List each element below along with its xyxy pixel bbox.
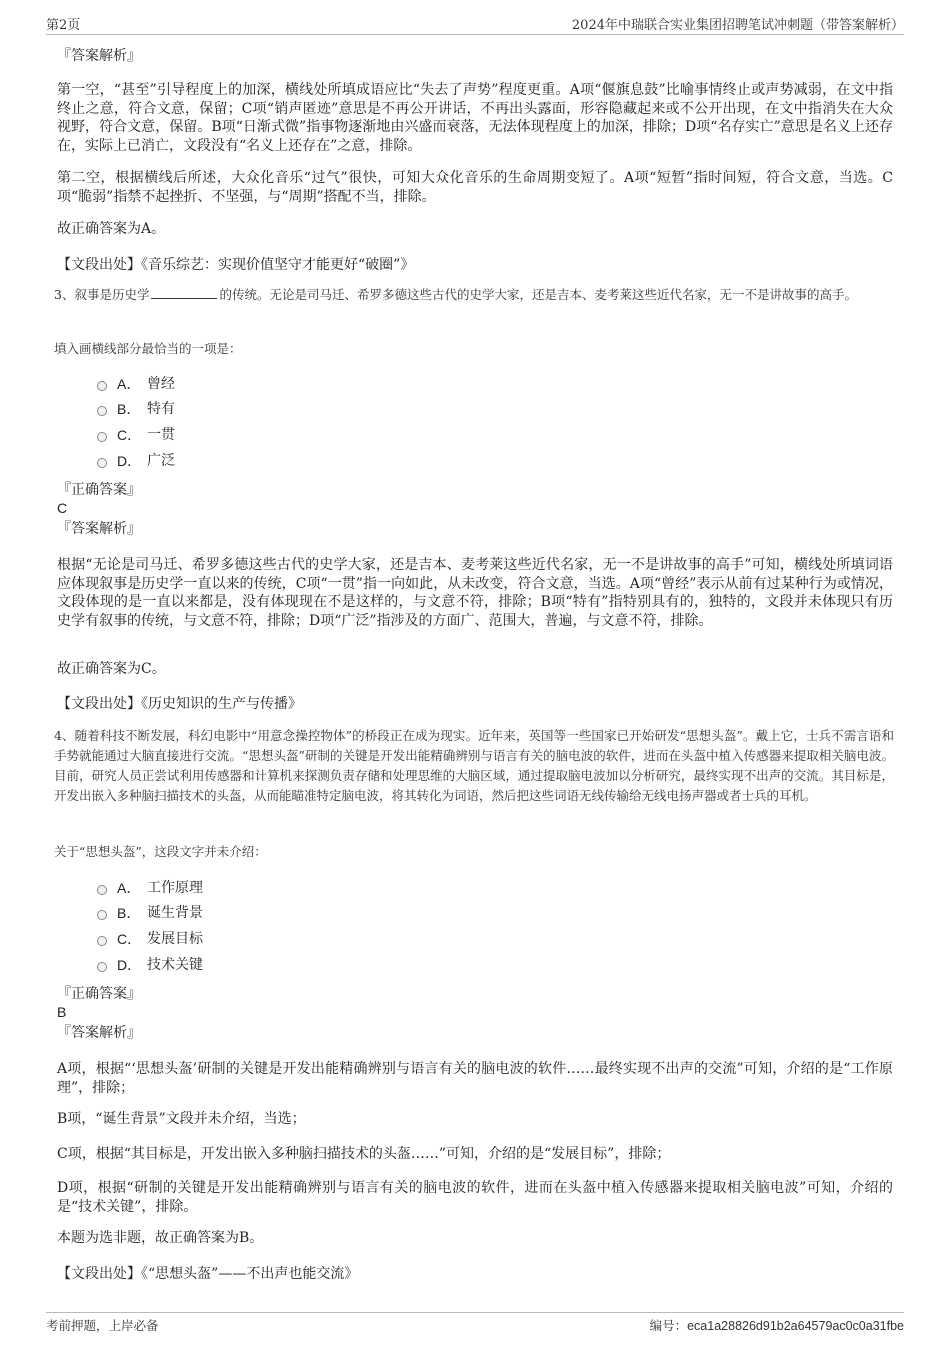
option-letter: C．: [117, 427, 142, 443]
q3-option-d[interactable]: [97, 451, 175, 471]
option-text: 特有: [147, 401, 175, 417]
option-letter: D．: [117, 453, 142, 469]
option-text: 诞生背景: [147, 905, 203, 921]
option-letter: B．: [117, 905, 141, 921]
source: 【文段出处】《“思想头盔”——不出声也能交流》: [57, 1266, 359, 1282]
analysis-label: 『答案解析』: [57, 48, 141, 64]
q3-option-b[interactable]: [97, 399, 175, 419]
radio-icon[interactable]: [97, 962, 107, 972]
radio-icon[interactable]: [97, 458, 107, 468]
source: 【文段出处】《历史知识的生产与传播》: [57, 696, 302, 712]
page-header: [46, 12, 904, 35]
correct-answer: C: [57, 500, 68, 516]
analysis-paragraph-1: 第一空，“甚至”引导程度上的加深，横线处所填成语应比“失去了声势”程度更重。A项“偃旗息鼓”比喻事情终止或声势减弱，在文中指终止之意，符合文意，保留；C项“销声匿迹”意思是不再公开讲话，不再出头露面，形容隐藏起来或不公开出现，在文中指消失在大众视野，符合文意，保留。B项“日渐式微”指事物逐渐地由兴盛而衰落，无法体现程度上的加深，排除；D项“名存实亡”意思是名义上还存在，实际上已消亡，文段没有“名义上还存在”之意，排除。: [57, 82, 893, 154]
analysis-c: C项，根据“其目标是，开发出嵌入多种脑扫描技术的头盔……”可知，介绍的是“发展目标”，排除；: [57, 1146, 671, 1162]
option-letter: B．: [117, 401, 141, 417]
option-letter: C．: [117, 931, 142, 947]
option-text: 曾经: [147, 376, 175, 392]
radio-icon[interactable]: [97, 910, 107, 920]
option-text: 工作原理: [147, 880, 203, 896]
radio-icon[interactable]: [97, 936, 107, 946]
option-text: 广泛: [147, 453, 175, 469]
option-letter: A．: [117, 376, 141, 392]
radio-icon[interactable]: [97, 885, 107, 895]
document-title: 2024年中瑞联合实业集团招聘笔试冲刺题（带答案解析）: [571, 18, 904, 33]
stem-post: 的传统。无论是司马迁、希罗多德这些古代的史学大家，还是吉本、麦考莱这些近代名家，无一不是讲故事的高手。: [219, 287, 857, 302]
option-text: 技术关键: [147, 957, 203, 973]
analysis-label: 『答案解析』: [57, 521, 141, 537]
q4-option-b[interactable]: [97, 903, 203, 923]
page-footer: [46, 1312, 904, 1335]
conclusion: 本题为选非题，故正确答案为B。: [57, 1230, 264, 1246]
option-text: 一贯: [147, 427, 175, 443]
document-code: [650, 1316, 904, 1334]
stem-pre: 3、叙事是历史学: [54, 287, 150, 302]
source: 【文段出处】《音乐综艺：实现价值坚守才能更好“破圈”》: [57, 257, 415, 273]
question-4-stem: 4、随着科技不断发展，科幻电影中“用意念操控物体”的桥段正在成为现实。近年来，英国等一些国家已开始研发“思想头盔”。戴上它，士兵不需言语和手势就能通过大脑直接进行交流。“思想头盔”研制的关键是开发出能精确辨别与语言有关的脑电波的软件，进而在头盔中植入传感器来提取相关脑电波。目前，研究人员正尝试利用传感器和计算机来探测负责存储和处理思维的大脑区域，通过提取脑电波加以分析研究，最终实现不出声的交流。其目标是，开发出嵌入多种脑扫描技术的头盔，从而能瞄准特定脑电波，将其转化为词语，然后把这些词语无线传输给无线电扬声器或者士兵的耳机。: [54, 728, 894, 803]
question-4-prompt: 关于“思想头盔”，这段文字并未介绍：: [54, 844, 267, 859]
blank-line: [151, 286, 217, 299]
q4-option-a[interactable]: [97, 878, 203, 898]
option-letter: D．: [117, 957, 142, 973]
page-number: 第2页: [46, 18, 81, 33]
radio-icon[interactable]: [97, 432, 107, 442]
analysis-a: A项，根据“‘思想头盔’研制的关键是开发出能精确辨别与语言有关的脑电波的软件……最终实现不出声的交流”可知，介绍的是“工作原理”，排除；: [57, 1061, 893, 1096]
option-letter: A．: [117, 880, 141, 896]
option-text: 发展目标: [147, 931, 203, 947]
correct-label: 『正确答案』: [57, 986, 141, 1002]
question-3-prompt: 填入画横线部分最恰当的一项是：: [54, 341, 242, 356]
radio-icon[interactable]: [97, 406, 107, 416]
analysis-label: 『答案解析』: [57, 1025, 141, 1041]
analysis-paragraph-2: 第二空，根据横线后所述，大众化音乐“过气”很快，可知大众化音乐的生命周期变短了。A项“短暂”指时间短，符合文意，当选。C项“脆弱”指禁不起挫折、不坚强，与“周期”搭配不当，排除。: [57, 170, 893, 205]
question-3-stem: [54, 285, 894, 305]
q4-option-c[interactable]: [97, 929, 203, 949]
q3-option-a[interactable]: [97, 374, 175, 394]
analysis-d: D项，根据“研制的关键是开发出能精确辨别与语言有关的脑电波的软件，进而在头盔中植入传感器来提取相关脑电波”可知，介绍的是“技术关键”，排除。: [57, 1180, 893, 1215]
footer-slogan: 考前押题，上岸必备: [46, 1318, 159, 1333]
analysis-paragraph: 根据“无论是司马迁、希罗多德这些古代的史学大家，还是吉本、麦考莱这些近代名家，无一不是讲故事的高手”可知，横线处所填词语应体现叙事是历史学一直以来的传统，C项“一贯”指一向如此，从未改变，符合文意，当选。A项“曾经”表示从前有过某种行为或情况，文段体现的是一直以来都是，没有体现现在不是这样的，与文意不符，排除；B项“特有”指特别具有的，独特的，文段并未体现只有历史学有叙事的传统，与文意不符，排除；D项“广泛”指涉及的方面广、范围大，普遍，与文意不符，排除。: [57, 557, 893, 629]
conclusion: 故正确答案为A。: [57, 221, 166, 237]
correct-label: 『正确答案』: [57, 482, 141, 498]
code-value: eca1a28826d91b2a64579ac0c0a31fbe: [687, 1319, 904, 1333]
q3-option-c[interactable]: [97, 425, 175, 445]
analysis-b: B项，“诞生背景”文段并未介绍，当选；: [57, 1111, 306, 1127]
correct-answer: B: [57, 1004, 67, 1020]
radio-icon[interactable]: [97, 381, 107, 391]
conclusion: 故正确答案为C。: [57, 661, 166, 677]
code-label: 编号：: [649, 1318, 688, 1333]
q4-option-d[interactable]: [97, 955, 203, 975]
